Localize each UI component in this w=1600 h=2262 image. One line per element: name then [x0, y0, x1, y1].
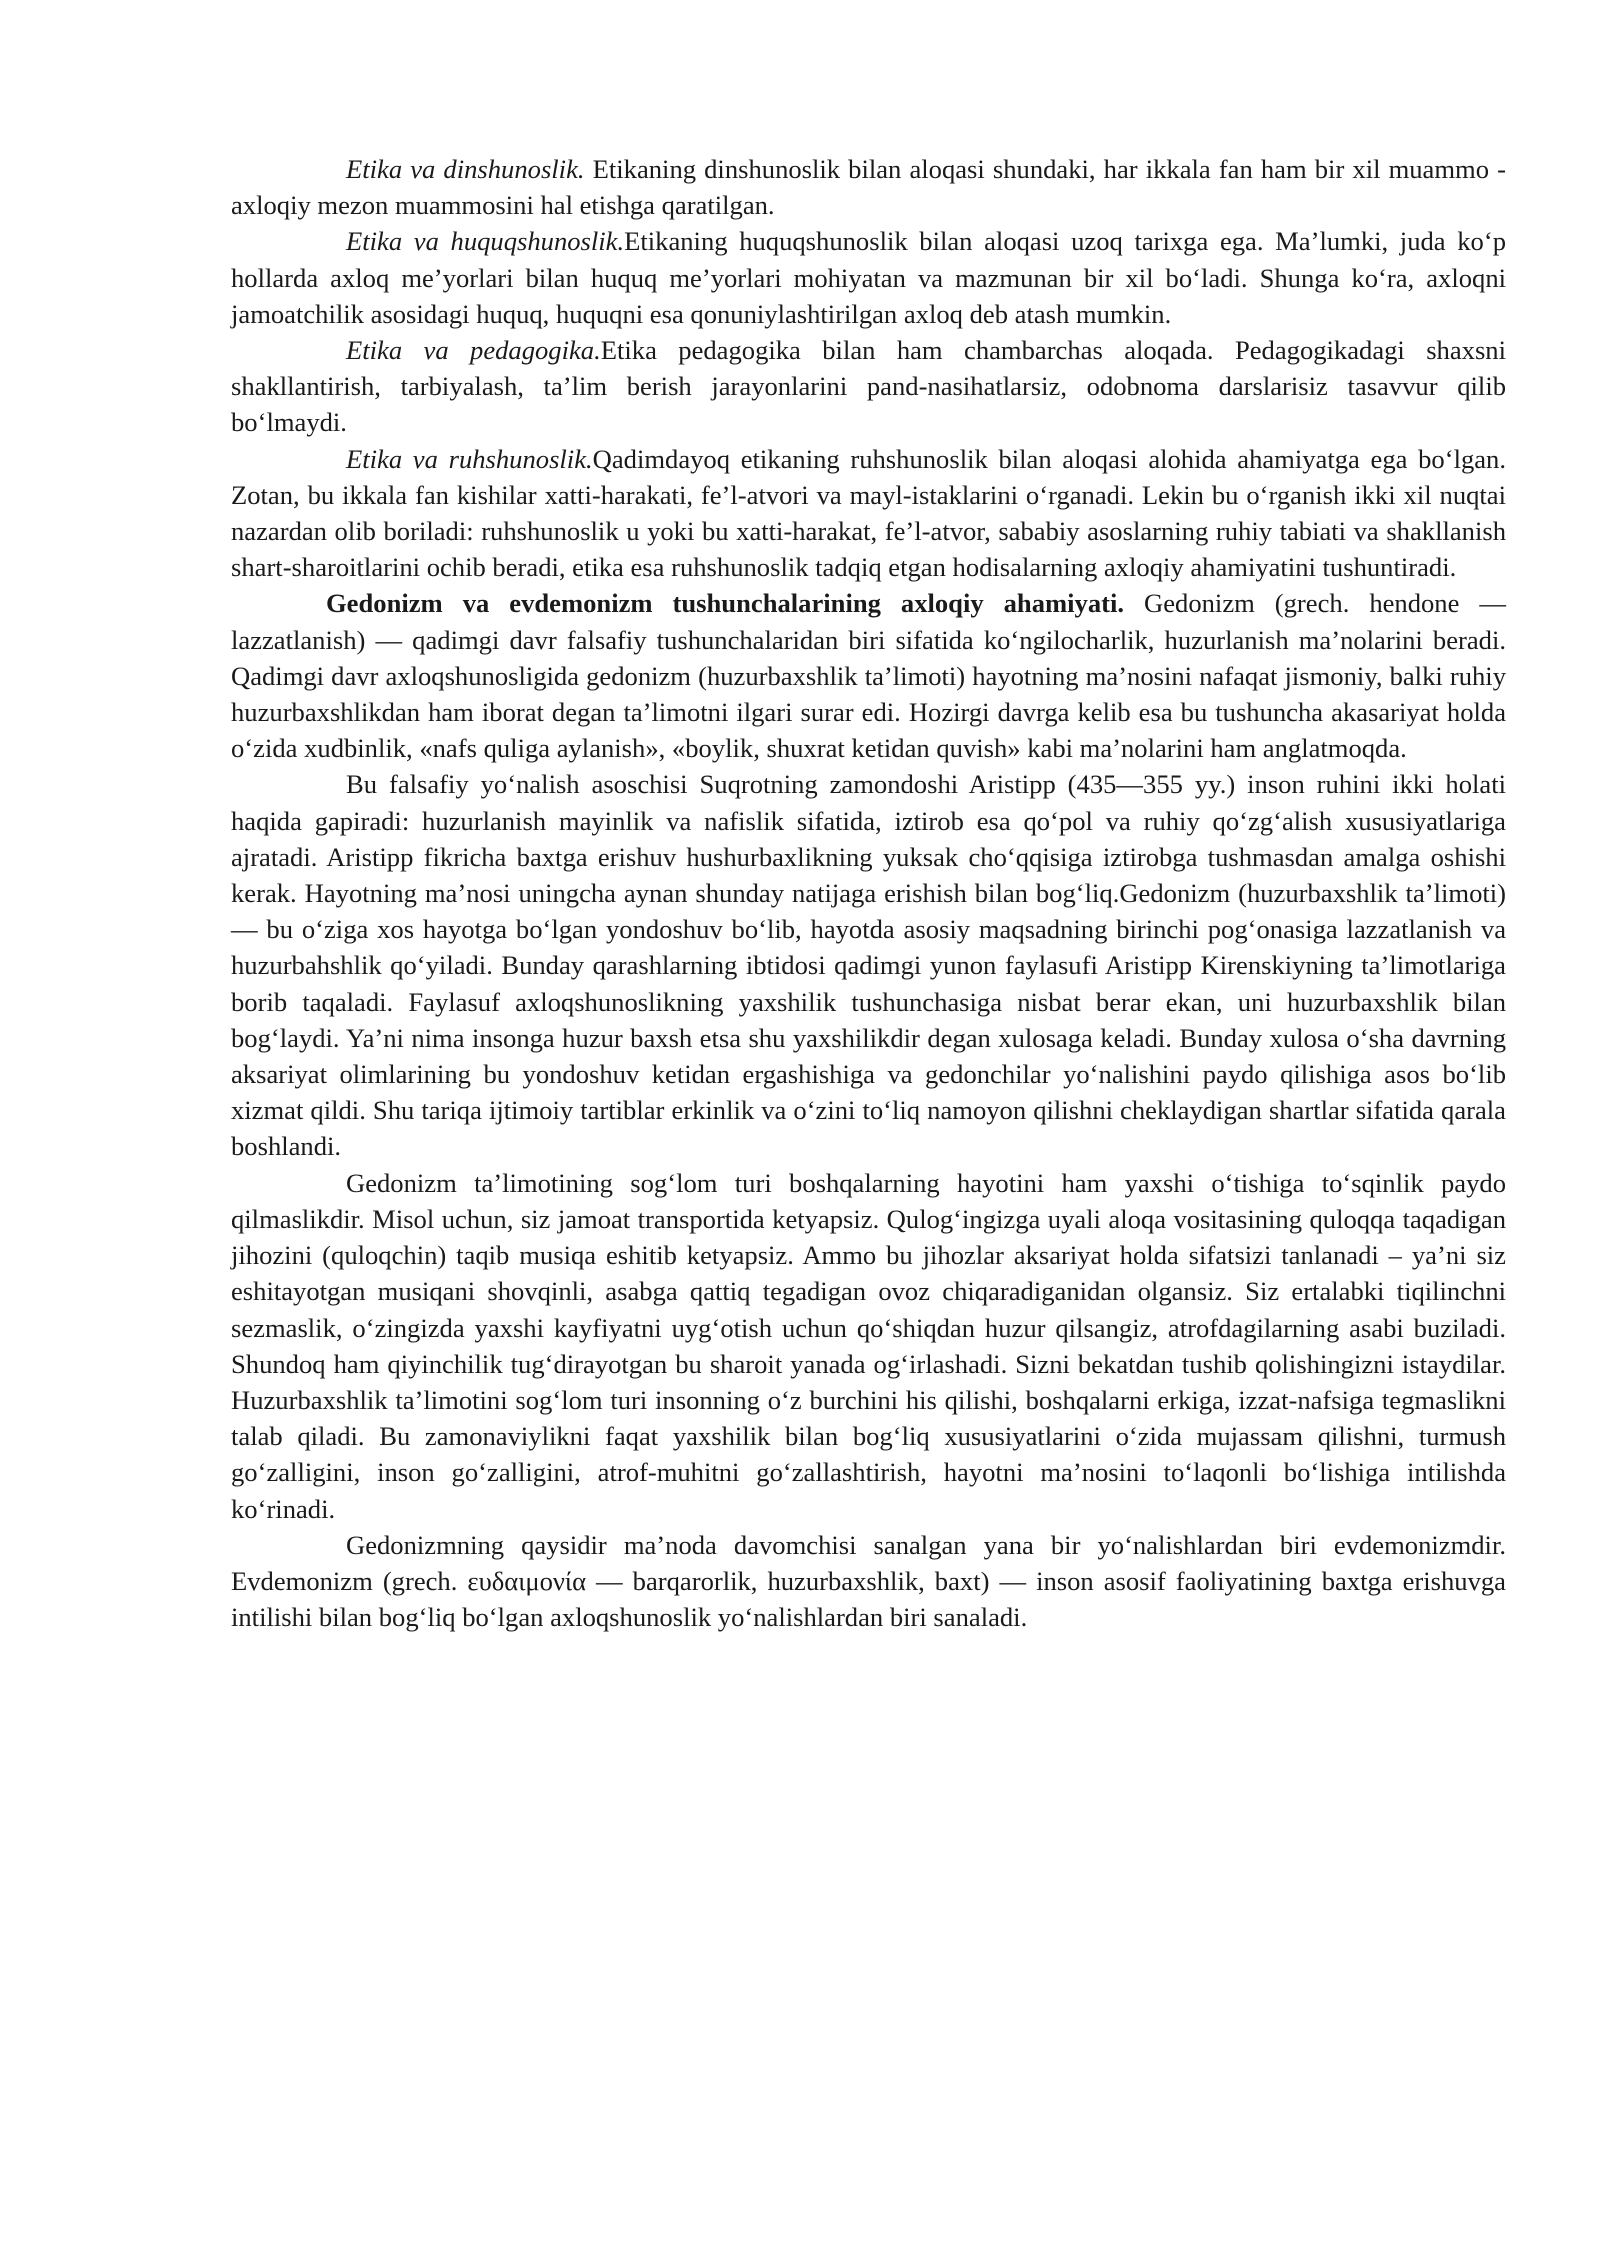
- paragraph-text: Etikaning huquqshunoslik bilan aloqasi uzoq tarixga ega. Ma’lumki, juda ko‘p hollarda axloq me’yorlari bilan huquq me’yorlari mohiyatan va mazmunan bir xil bo‘ladi. Shunga ko‘ra, axloqni jamoatchilik asosidagi huquq, huquqni esa qonuniylashtirilgan axloq deb atash mumkin.: [231, 226, 1506, 329]
- paragraph-ethics-psychology: [231, 441, 1506, 586]
- heading-ethics-pedagogy: Etika va pedagogika.: [346, 335, 601, 366]
- paragraph-eudaemonism: [231, 1527, 1506, 1636]
- paragraph-ethics-religious-studies: [231, 151, 1506, 223]
- paragraph-text: Etika pedagogika bilan ham chambarchas aloqada. Pedagogikadagi shaxsni shakllantirish, tarbiyalash, ta’lim berish jarayonlarini pand-nasihatlarsiz, odobnoma darslarisiz tasavvur qilib bo‘lmaydi.: [231, 335, 1506, 438]
- document-body: [231, 151, 1506, 1635]
- paragraph-text: Etikaning dinshunoslik bilan aloqasi shundaki, har ikkala fan ham bir xil muammo - axloqiy mezon muammosini hal etishga qaratilgan.: [231, 154, 1506, 221]
- heading-ethics-religious-studies: Etika va dinshunoslik.: [346, 154, 585, 184]
- paragraph-hedonism-intro: [231, 585, 1506, 766]
- section-heading-hedonism-eudaemonism: Gedonizm va evdemonizm tushunchalarining axloqiy ahamiyati.: [326, 588, 1125, 619]
- paragraph-text: Gedonizmning qaysidir ma’noda davomchisi sanalgan yana bir yo‘nalishlardan biri evdemonizmdir. Evdemonizm (grech. ευδαιμονία — barqarorlik, huzurbaxshlik, baxt) — inson asosif faoliyatining baxtga erishuvga intilishi bilan bog‘liq bo‘lgan axloqshunoslik yo‘nalishlardan biri sanaladi.: [231, 1529, 1506, 1633]
- heading-ethics-psychology: Etika va ruhshunoslik.: [346, 443, 593, 474]
- paragraph-ethics-law: [231, 223, 1506, 332]
- paragraph-text: Gedonizm ta’limotining sog‘lom turi boshqalarning hayotini ham yaxshi o‘tishiga to‘sqinlik paydo qilmaslikdir. Misol uchun, siz jamoat transportida ketyapsiz. Qulog‘ingizga uyali aloqa vositasining quloqqa taqadigan jihozini (quloqchin) taqib musiqa eshitib ketyapsiz. Ammo bu jihozlar aksariyat holda sifatsizi tanlanadi – ya’ni siz eshitayotgan musiqani shovqinli, asabga qattiq tegadigan ovoz chiqaradiganidan olgansiz. Siz ertalabki tiqilinchni sezmaslik, o‘zingizda yaxshi kayfiyatni uyg‘otish uchun qo‘shiqdan huzur qilsangiz, atrofdagilarning asabi buziladi. Shundoq ham qiyinchilik tug‘dirayotgan bu sharoit yanada og‘irlashadi. Sizni bekatdan tushib qolishingizni istaydilar. Huzurbaxshlik ta’limotini sog‘lom turi insonning o‘z burchini his qilishi, boshqalarni erkiga, izzat-nafsiga tegmaslikni talab qiladi. Bu zamonaviylikni faqat yaxshilik bilan bog‘liq xususiyatlarini o‘zida mujassam qilishni, turmush go‘zalligini, inson go‘zalligini, atrof-muhitni go‘zallashtirish, hayotni ma’nosini to‘laqonli bo‘lishiga intilishda ko‘rinadi.: [231, 1167, 1506, 1524]
- paragraph-text: Bu falsafiy yo‘nalish asoschisi Suqrotning zamondoshi Aristipp (435—355 yy.) inson ruhini ikki holati haqida gapiradi: huzurlanish mayinlik va nafislik sifatida, iztirob esa qo‘pol va ruhiy qo‘zg‘alish xususiyatlariga ajratadi. Aristipp fikricha baxtga erishuv hushurbaxlikning yuksak cho‘qqisiga iztirobga tushmasdan amalga oshishi kerak. Hayotning ma’nosi uningcha aynan shunday natijaga erishish bilan bog‘liq.Gedonizm (huzurbaxshlik ta’limoti)— bu o‘ziga xos hayotga bo‘lgan yondoshuv bo‘lib, hayotda asosiy maqsadning birinchi pog‘onasiga lazzatlanish va huzurbahshlik qo‘yiladi. Bunday qarashlarning ibtidosi qadimgi yunon faylasufi Aristipp Kirenskiyning ta’limotlariga borib taqaladi. Faylasuf axloqshunoslikning yaxshilik tushunchasiga nisbat berar ekan, uni huzurbaxshlik bilan bog‘laydi. Ya’ni nima insonga huzur baxsh etsa shu yaxshilikdir degan xulosaga keladi. Bunday xulosa o‘sha davrning aksariyat olimlarining bu yondoshuv ketidan ergashishiga va gedonchilar yo‘nalishini paydo qilishiga asos bo‘lib xizmat qildi. Shu tariqa ijtimoiy tartiblar erkinlik va o‘zini to‘liq namoyon qilishni cheklaydigan shartlar sifatida qarala boshlandi.: [231, 769, 1506, 1162]
- paragraph-aristippus: [231, 766, 1506, 1164]
- paragraph-ethics-pedagogy: [231, 332, 1506, 441]
- paragraph-healthy-hedonism: [231, 1165, 1506, 1527]
- heading-ethics-law: Etika va huquqshunoslik.: [346, 226, 625, 257]
- paragraph-text: Gedonizm (grech. hendone — lazzatlanish) — qadimgi davr falsafiy tushunchalaridan biri sifatida ko‘ngilocharlik, huzurlanish ma’nolarini beradi. Qadimgi davr axloqshunosligida gedonizm (huzurbaxshlik ta’limoti) hayotning ma’nosini nafaqat jismoniy, balki ruhiy huzurbaxshlikdan ham iborat degan ta’limotni ilgari surar edi. Hozirgi davrga kelib esa bu tushuncha akasariyat holda o‘zida xudbinlik, «nafs quliga aylanish», «boylik, shuxrat ketidan quvish» kabi ma’nolarini ham anglatmoqda.: [231, 588, 1506, 764]
- paragraph-text: Qadimdayoq etikaning ruhshunoslik bilan aloqasi alohida ahamiyatga ega bo‘lgan. Zotan, bu ikkala fan kishilar xatti-harakati, fe’l-atvori va mayl-istaklarini o‘rganadi. Lekin bu o‘rganish ikki xil nuqtai nazardan olib boriladi: ruhshunoslik u yoki bu xatti-harakat, fe’l-atvor, sababiy asoslarning ruhiy tabiati va shakllanish shart-sharoitlarini ochib beradi, etika esa ruhshunoslik tadqiq etgan hodisalarning axloqiy ahamiyatini tushuntiradi.: [231, 443, 1507, 583]
